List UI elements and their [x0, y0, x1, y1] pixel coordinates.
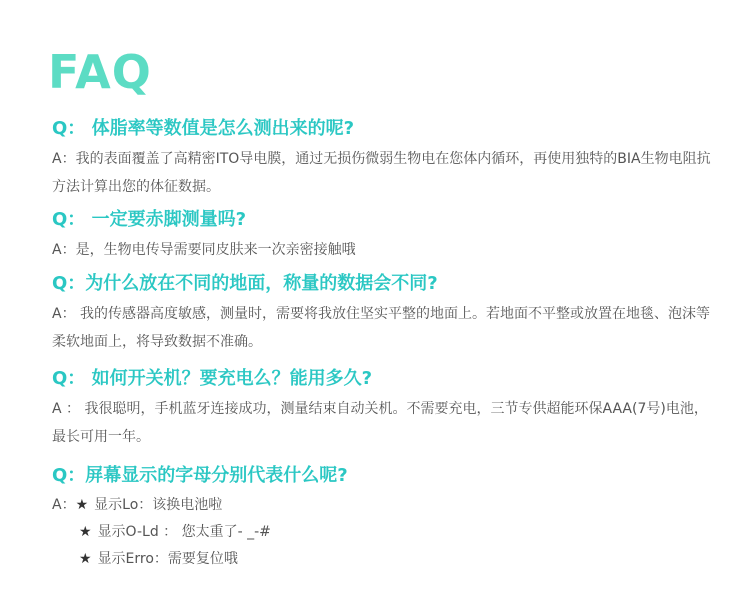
display-code-item	[52, 546, 712, 573]
display-code-text: 显示O-Ld ： 您太重了- _-#	[97, 524, 271, 540]
faq-item	[52, 205, 712, 264]
faq-item	[52, 364, 712, 451]
faq-answer: A ： 我很聪明，手机蓝牙连接成功，测量结束自动关机。不需要充电，三节专供超能环保AAA(7号)电池，最长可用一年。	[52, 401, 708, 445]
faq-answer: A：是，生物电传导需要同皮肤来一次亲密接触哦	[52, 242, 356, 258]
display-code-text: 显示Lo：该换电池啦	[94, 497, 223, 513]
star-icon: ★	[79, 551, 92, 567]
star-icon: ★	[75, 497, 89, 513]
display-code-item	[52, 519, 712, 546]
faq-question: Q： 如何开关机？要充电么？能用多久?	[52, 368, 373, 389]
answer-prefix: A：	[52, 497, 76, 513]
faq-question: Q： 体脂率等数值是怎么测出来的呢?	[52, 118, 355, 139]
faq-item-display-codes	[52, 461, 712, 573]
faq-question: Q：屏幕显示的字母分别代表什么呢?	[52, 465, 348, 486]
star-icon: ★	[79, 524, 92, 540]
faq-item	[52, 269, 712, 356]
display-code-list	[52, 492, 712, 573]
display-code-item	[52, 492, 712, 519]
faq-answer: A：我的表面覆盖了高精密ITO导电膜，通过无损伤微弱生物电在您体内循环，再使用独特的BIA生物电阻抗方法计算出您的体征数据。	[52, 151, 711, 195]
display-code-text: 显示Erro：需要复位哦	[97, 551, 238, 567]
faq-question: Q：为什么放在不同的地面，称量的数据会不同?	[52, 273, 438, 294]
faq-question: Q： 一定要赤脚测量吗?	[52, 209, 247, 230]
page-title: FAQ	[48, 45, 152, 99]
faq-list	[52, 114, 712, 579]
faq-answer: A： 我的传感器高度敏感，测量时，需要将我放住坚实平整的地面上。若地面不平整或放置在地毯、泡沫等柔软地面上，将导致数据不准确。	[52, 306, 711, 350]
faq-item	[52, 114, 712, 201]
